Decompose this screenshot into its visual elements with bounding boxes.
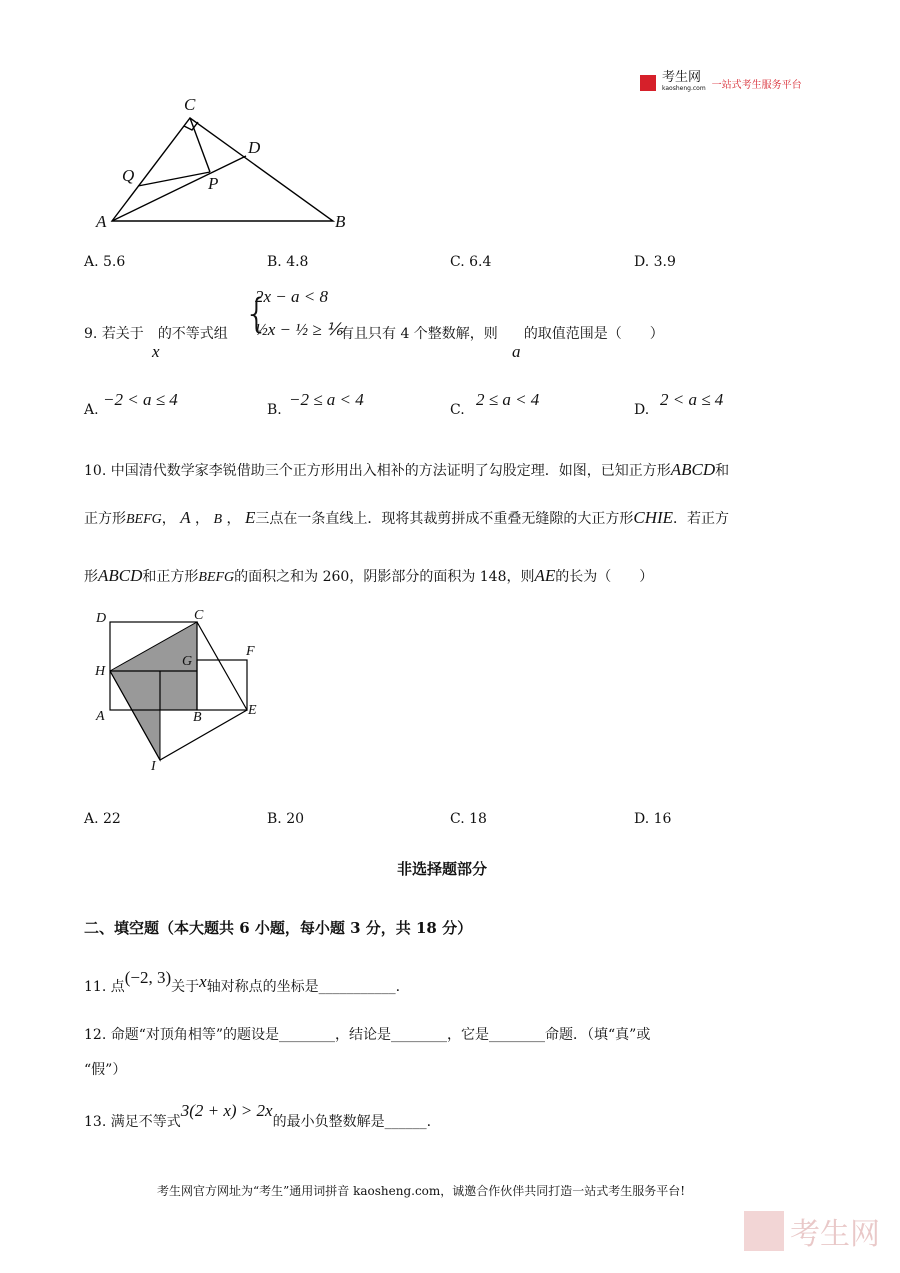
q10-option-a: A. 22 [84, 811, 121, 827]
fig-label-d: D [96, 611, 107, 626]
q9-option-b-label: B. [267, 402, 282, 418]
watermark [744, 1209, 880, 1253]
q12-line1: 12. 命题“对顶角相等”的题设是________，结论是________，它是________命题．（填“真”或 [84, 1027, 651, 1043]
squares-figure [110, 622, 247, 760]
q9-option-d: 2 < a ≤ 4 [660, 390, 724, 409]
q9-option-a: −2 < a ≤ 4 [103, 390, 178, 409]
watermark-icon [744, 1211, 784, 1251]
fig-label-a: A [96, 709, 105, 724]
q10-option-c: C. 18 [450, 811, 487, 827]
q9-option-b: −2 ≤ a < 4 [289, 390, 364, 409]
brace: { [244, 291, 270, 337]
label-c: C [184, 95, 196, 114]
q9-option-a-label: A. [84, 402, 99, 418]
q9-var-x: x [152, 342, 160, 361]
q8-option-d: D. 3.9 [634, 254, 676, 270]
watermark-text: 考生网 [790, 1217, 880, 1252]
q9-text: 9. 若关于 的不等式组 [84, 326, 228, 342]
logo-domain: kaosheng.com [662, 85, 706, 92]
q9-var-a: a [512, 342, 521, 361]
label-q: Q [122, 166, 135, 185]
label-a: A [96, 212, 107, 231]
label-d: D [248, 138, 261, 157]
q8-option-c: C. 6.4 [450, 254, 492, 270]
fig-label-i: I [151, 759, 156, 774]
q9-option-c-label: C. [450, 402, 465, 418]
fig-label-g: G [182, 654, 193, 669]
q9-option-c: 2 ≤ a < 4 [476, 390, 540, 409]
q10-option-b: B. 20 [267, 811, 305, 827]
q9-eq1: 2x − a < 8 [255, 287, 328, 306]
q8-option-b: B. 4.8 [267, 254, 309, 270]
triangle-figure [112, 118, 333, 221]
q9-text2: 有且只有 4 个整数解，则 的取值范围是（ ） [340, 326, 664, 342]
q13: 13. 满足不等式3(2 + x) > 2x的最小负整数解是______. [84, 1101, 432, 1130]
fig-label-h: H [95, 664, 106, 679]
slogan: 一站式考生服务平台 [711, 79, 802, 91]
q11: 11. 点(−2, 3)关于x轴对称点的坐标是___________. [84, 968, 401, 995]
fig-label-e: E [248, 703, 257, 718]
label-p: P [208, 174, 219, 193]
label-b: B [335, 212, 346, 231]
fig-label-c: C [194, 608, 204, 623]
q9-option-d-label: D. [634, 402, 650, 418]
logo-name: 考生网 [662, 70, 702, 85]
section-title: 非选择题部分 [397, 860, 488, 878]
q10-line1: 10. 中国清代数学家李锐借助三个正方形用出入相补的方法证明了勾股定理．如图，已知正方形ABCD和 [84, 460, 730, 479]
part-heading: 二、填空题（本大题共 6 小题，每小题 3 分，共 18 分） [84, 919, 473, 937]
q10-option-d: D. 16 [634, 811, 672, 827]
fig-label-b: B [193, 710, 202, 725]
q10-line2: 正方形BEFG， A ， B ， E三点在一条直线上．现将其裁剪拼成不重叠无缝隙的大正方形CHIE．若正方 [84, 508, 730, 527]
fig-label-f: F [246, 644, 255, 659]
q12-line2: “假”） [84, 1062, 127, 1078]
footer-text: 考生网官方网址为“考生”通用词拼音 kaosheng.com，诚邀合作伙伴共同打造一站式考生服务平台! [157, 1184, 686, 1198]
q8-option-a: A. 5.6 [84, 254, 126, 270]
q9-eq2: ½x − ½ ≥ ⅙ [255, 320, 343, 339]
q10-line3: 形ABCD和正方形BEFG的面积之和为 260，阴影部分的面积为 148，则AE的长为（ ） [84, 566, 654, 585]
